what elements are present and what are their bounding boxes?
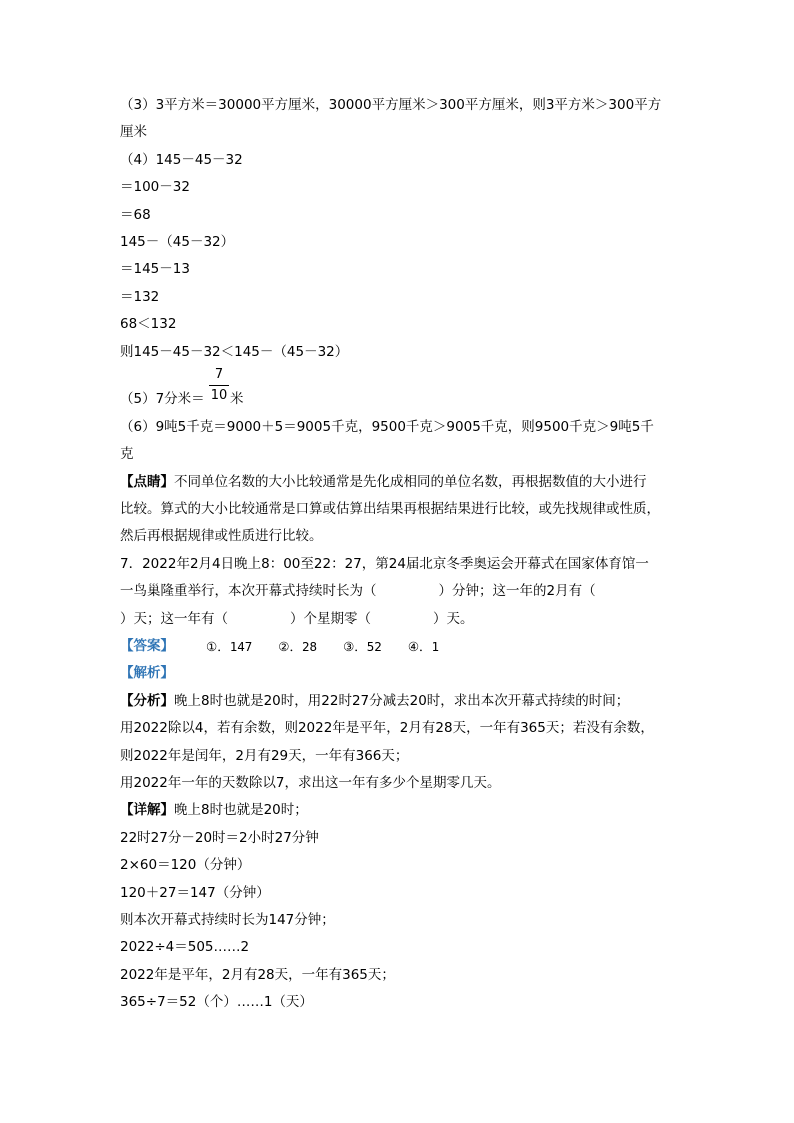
fraction-bar — [209, 385, 229, 386]
question-text: 一鸟巢隆重举行，本次开幕式持续时长为（ — [120, 583, 377, 600]
text-line: （6）9吨5千克＝9000＋5＝9005千克，9500千克＞9005千克，则9500千克＞9吨5千 — [120, 418, 654, 435]
answer-row — [120, 633, 680, 660]
text-line: 用2022年一年的天数除以7，求出这一年有多少个星期零几天。 — [120, 774, 501, 791]
text-line: ＝132 — [120, 288, 160, 305]
xiangjie-line — [120, 797, 680, 824]
fraction-line — [120, 366, 680, 414]
question-7-line — [120, 578, 680, 605]
calc-line: 2022÷4＝505……2 — [120, 939, 250, 956]
answer-item: ④．1 — [407, 639, 440, 655]
fenxi-line — [120, 688, 680, 715]
text-line: 用2022除以4，若有余数，则2022年是平年，2月有28天，一年有365天；若没有余数， — [120, 720, 654, 737]
text-line: 克 — [120, 446, 134, 463]
calc-line: 22时27分－20时＝2小时27分钟 — [120, 829, 319, 846]
jiexi-label: 【解析】 — [120, 665, 174, 682]
dianjing-tag: 【点睛】 — [120, 473, 174, 490]
text-line: 则145－45－32＜145－（45－32） — [120, 343, 349, 360]
answer-item: ①．147 — [206, 639, 253, 655]
question-7-line: 7．2022年2月4日晚上8：00至22：27，第24届北京冬季奥运会开幕式在国家体育馆一 — [120, 555, 649, 572]
fenxi-text: 晚上8时也就是20时，用22时27分减去20时，求出本次开幕式持续的时间； — [174, 692, 630, 709]
text-line: （3）3平方米＝30000平方厘米，30000平方厘米＞300平方厘米，则3平方米＞300平方 — [120, 97, 662, 113]
calc-line: 2×60＝120（分钟） — [120, 857, 251, 874]
fenxi-tag: 【分析】 — [120, 692, 174, 709]
dianjing-text: 不同单位名数的大小比较通常是先化成相同的单位名数，再根据数值的大小进行 — [174, 473, 647, 490]
text-line: 则2022年是闰年，2月有29天，一年有366天； — [120, 747, 409, 764]
text-line: ＝145－13 — [120, 261, 190, 278]
calc-line: 365÷7＝52（个）……1（天） — [120, 994, 313, 1011]
text-line: 然后再根据规律或性质进行比较。 — [120, 528, 323, 545]
xiangjie-tag: 【详解】 — [120, 802, 174, 819]
answer-item: ②．28 — [278, 639, 318, 655]
text-line: 68＜132 — [120, 316, 177, 333]
question-7-line — [120, 606, 680, 633]
fraction-denominator: 10 — [210, 387, 228, 403]
question-text: ）天。 — [433, 610, 474, 627]
answer-label: 【答案】 — [120, 638, 174, 655]
question-text: ）天；这一年有（ — [120, 610, 228, 627]
dianjing-line — [120, 469, 680, 496]
text-line: 厘米 — [120, 124, 147, 141]
question-text: ）分钟；这一年的2月有（ — [438, 583, 596, 600]
text-line: （4）145－45－32 — [120, 151, 243, 168]
calc-line: 则本次开幕式持续时长为147分钟； — [120, 911, 335, 928]
text-line: ＝68 — [120, 206, 151, 223]
text-line: 145－（45－32） — [120, 233, 235, 250]
answer-item: ③．52 — [343, 639, 382, 655]
xiangjie-text: 晚上8时也就是20时； — [174, 802, 308, 819]
fraction-suffix: 米 — [230, 390, 244, 407]
calc-line: 120＋27＝147（分钟） — [120, 884, 270, 901]
text-line: 比较。算式的大小比较通常是口算或估算出结果再根据结果进行比较，或先找规律或性质， — [120, 501, 660, 518]
fraction — [209, 366, 229, 404]
fraction-prefix: （5）7分米＝ — [120, 390, 205, 407]
calc-line: 2022年是平年，2月有28天，一年有365天； — [120, 966, 395, 983]
document-body — [120, 92, 680, 1017]
question-text: ）个星期零（ — [290, 610, 371, 627]
fraction-numerator: 7 — [214, 366, 224, 382]
text-line: ＝100－32 — [120, 179, 190, 196]
